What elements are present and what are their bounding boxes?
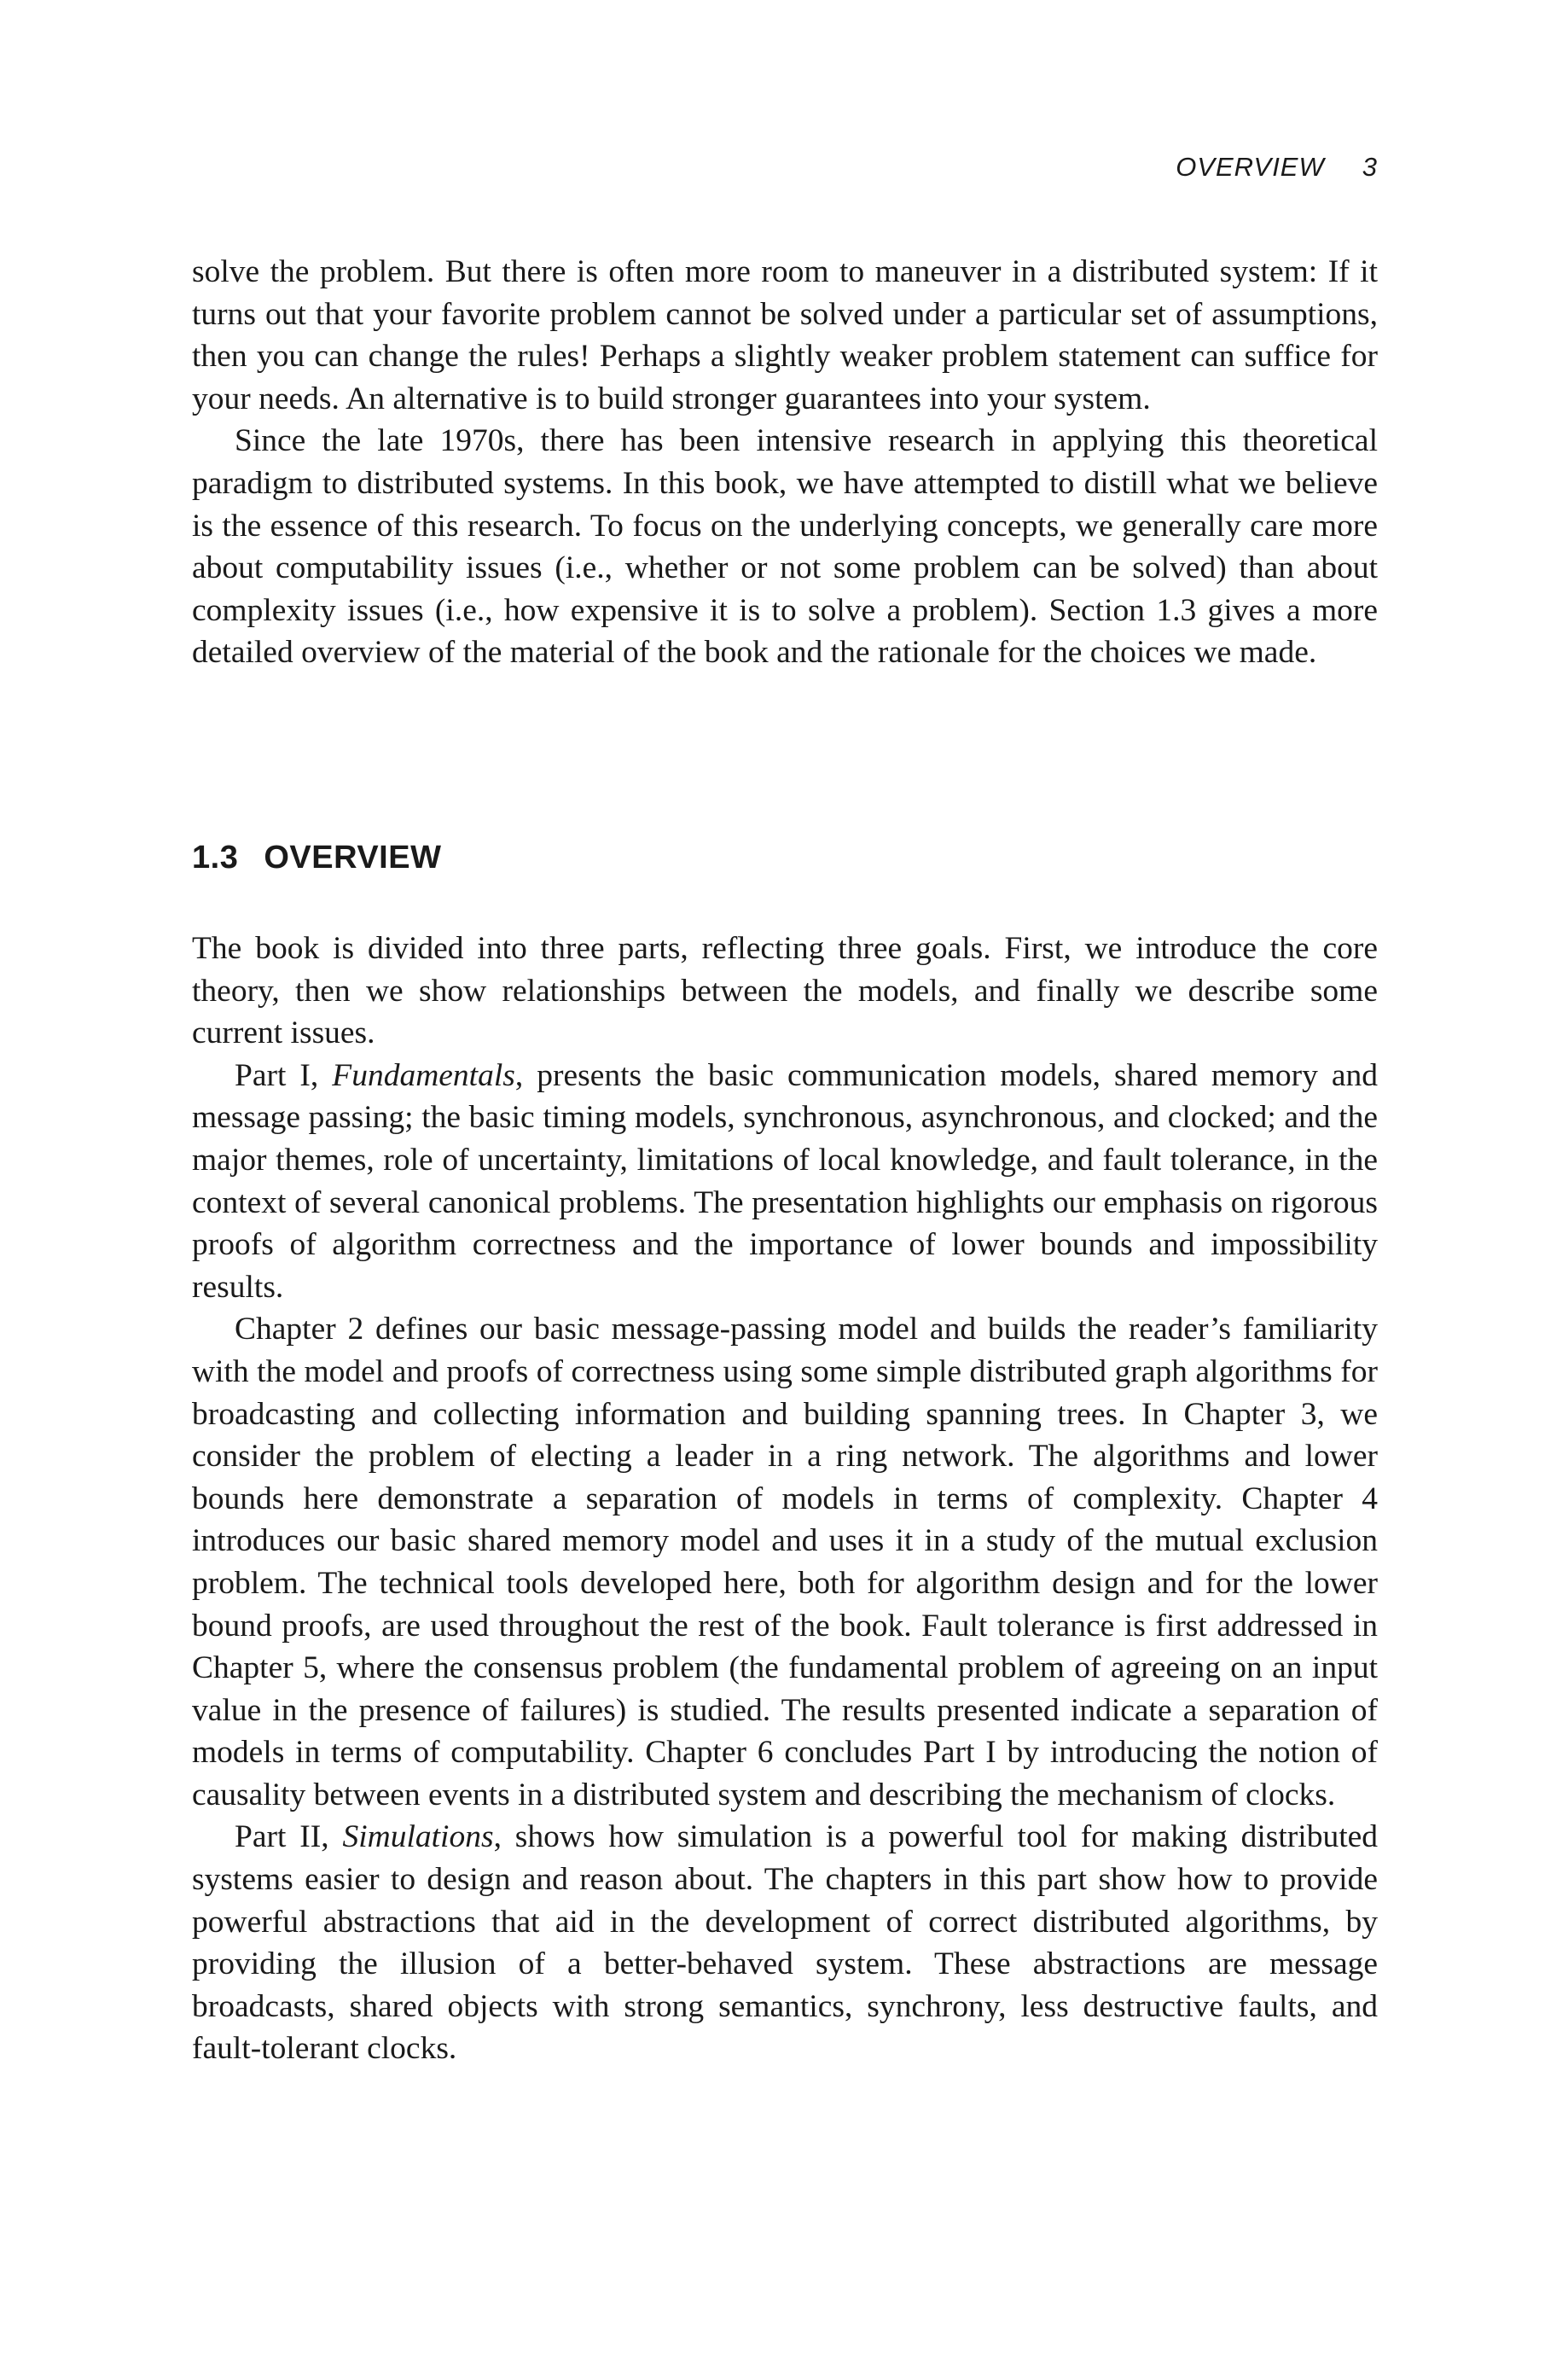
intro-text [192, 251, 1378, 674]
section-number: 1.3 [192, 840, 239, 876]
part-title-simulations: Simulations [342, 1819, 494, 1855]
section-heading [192, 840, 441, 876]
paragraph: solve the problem. But there is often more room to maneuver in a distributed system: If it turns out that your favorite problem cannot be solved under a particular set of assumptions, then you can change the rules! Perhaps a slightly weaker problem statement can suffice for your needs. An alternative is to build stronger guarantees into your system. [192, 254, 1378, 416]
section-title: OVERVIEW [264, 840, 442, 876]
part-title-fundamentals: Fundamentals [332, 1057, 515, 1093]
page-number: 3 [1362, 152, 1378, 182]
paragraph: Chapter 2 defines our basic message-passing model and builds the reader’s familiarity with the model and proofs of correctness using some simple distributed graph algorithms for broadcasting and collecting information and building spanning trees. In Chapter 3, we consider the problem of electing a leader in a ring network. The algorithms and lower bounds here demonstrate a separation of models in terms of complexity. Chapter 4 introduces our basic shared memory model and uses it in a study of the mutual exclusion problem. The technical tools developed here, both for algorithm design and for the lower bound proofs, are used throughout the rest of the book. Fault tolerance is first addressed in Chapter 5, where the consensus problem (the fundamental problem of agreeing on an input value in the presence of failures) is studied. The results presented indicate a separation of models in terms of computability. Chapter 6 concludes Part I by introducing the notion of causality between events in a distributed system and describing the mechanism of clocks. [192, 1312, 1378, 1812]
running-title: OVERVIEW [1176, 152, 1325, 182]
paragraph-rest: , shows how simulation is a powerful tool for making distributed systems easier to design and reason about. The chapters in this part show how to provide powerful abstractions that aid in the development of correct distributed algorithms, by providing the illusion of a better-behaved system. These abstractions are message broadcasts, shared objects with strong semantics, synchrony, less destructive faults, and fault-tolerant clocks. [192, 1819, 1379, 2067]
running-head [1176, 152, 1378, 183]
paragraph [192, 1055, 1378, 1309]
paragraph-rest: , presents the basic communication models, shared memory and message passing; the basic timing models, synchronous, asynchronous, and clocked; and the major themes, role of uncertainty, limitations of local knowledge, and fault tolerance, in the context of several canonical problems. The presentation highlights our emphasis on rigorous proofs of algorithm correctness and the importance of lower bounds and impossibility results. [192, 1057, 1378, 1305]
paragraph-prefix: Part II, [235, 1819, 343, 1855]
section-text [192, 928, 1378, 2070]
paragraph [192, 1816, 1378, 2070]
paragraph: Since the late 1970s, there has been intensive research in applying this theoretical paradigm to distributed systems. In this book, we have attempted to distill what we believe is the essence of this research. To focus on the underlying concepts, we generally care more about computability issues (i.e., whether or not some problem can be solved) than about complexity issues (i.e., how expensive it is to solve a problem). Section 1.3 gives a more detailed overview of the material of the book and the rationale for the choices we made. [192, 423, 1378, 671]
paragraph: The book is divided into three parts, reflecting three goals. First, we introduce the core theory, then we show relationships between the models, and finally we describe some current issues. [192, 931, 1378, 1051]
paragraph-prefix: Part I, [235, 1057, 333, 1093]
